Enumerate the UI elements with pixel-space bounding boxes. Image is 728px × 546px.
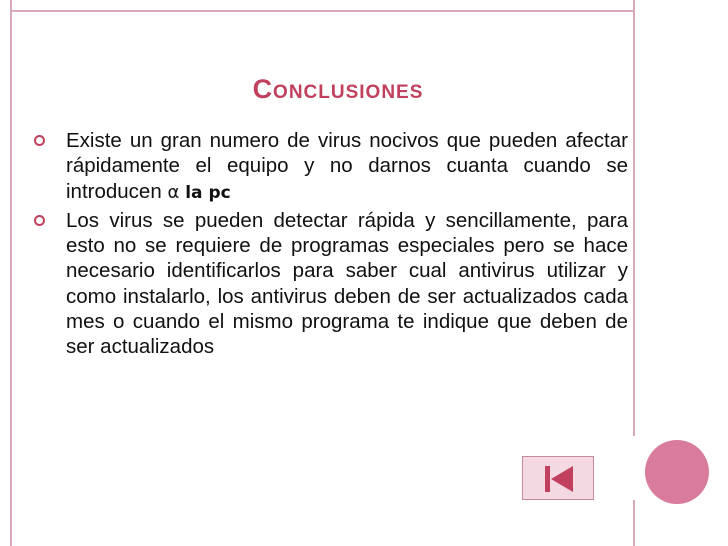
frame-border-right-lower [633, 500, 635, 546]
frame-border-top [10, 10, 635, 12]
frame-border-right [633, 0, 635, 436]
bullet-circle-icon [34, 215, 45, 226]
bullet-item [30, 208, 628, 360]
decorative-circle [645, 440, 709, 504]
skip-to-first-icon [523, 457, 595, 501]
slide-title-text: Conclusiones [252, 74, 424, 104]
first-slide-button[interactable] [522, 456, 594, 500]
slide-title [0, 74, 728, 105]
bullet-text [66, 128, 628, 206]
bullet-list [30, 128, 628, 362]
bullet-text: Los virus se pueden detectar rápida y sencillamente, para esto no se requiere de programas especiales pero se hace necesario identificarlos para saber cual antivirus utilizar y como instalarlo, los antivirus deben de ser actualizados cada mes o cuando el mismo programa te indique que deben de ser actualizados [66, 208, 628, 359]
bullet-text-bold: la pc [179, 182, 231, 203]
bullet-item [30, 128, 628, 206]
bullet-text-alpha: α [167, 181, 180, 203]
bullet-text-main: Existe un gran numero de virus nocivos que pueden afectar rápidamente el equipo y no darnos cuanta cuando se introducen [66, 129, 628, 203]
bullet-circle-icon [34, 135, 45, 146]
